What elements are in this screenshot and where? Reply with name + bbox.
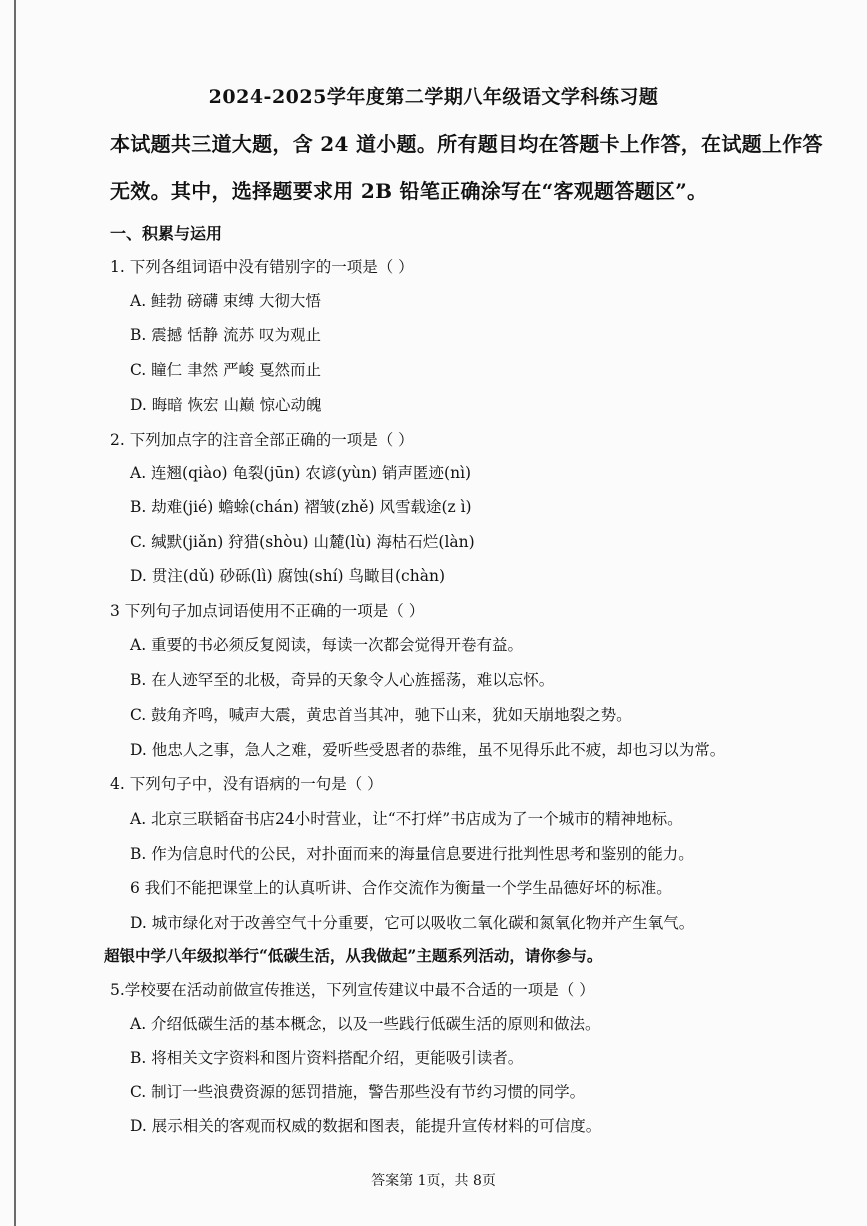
activity-intro: 超银中学八年级拟举行“低碳生活，从我做起”主题系列活动，请你参与。: [104, 946, 603, 965]
question-1-option-d: D. 晦暗 恢宏 山巅 惊心动魄: [130, 396, 322, 414]
page-title: 2024-2025学年度第二学期八年级语文学科练习题: [208, 86, 659, 108]
question-5-option-b: B. 将相关文字资料和图片资料搭配介绍，更能吸引读者。: [130, 1049, 524, 1067]
binding-margin-line: [14, 0, 16, 1226]
question-4-option-d: D. 城市绿化对于改善空气十分重要，它可以吸收二氧化碳和氮氧化物并产生氧气。: [130, 914, 695, 932]
question-5-stem: 5.学校要在活动前做宣传推送，下列宣传建议中最不合适的一项是（ ）: [110, 981, 595, 999]
instructions-line-1: 本试题共三道大题，含 24 道小题。所有题目均在答题卡上作答，在试题上作答: [110, 132, 823, 156]
question-3-option-a: A. 重要的书必须反复阅读，每读一次都会觉得开卷有益。: [130, 636, 524, 654]
question-2-option-a: A. 连翘(qiào) 龟裂(jūn) 农谚(yùn) 销声匿迹(nì): [130, 464, 472, 482]
question-4-stem: 4. 下列句子中，没有语病的一句是（ ）: [110, 775, 383, 793]
instructions-line-2: 无效。其中，选择题要求用 2B 铅笔正确涂写在“客观题答题区”。: [110, 179, 708, 203]
question-2-option-b: B. 劫难(jié) 蟾蜍(chán) 褶皱(zhě) 风雪载途(z ì): [130, 498, 472, 516]
question-3-option-d: D. 他忠人之事，急人之难，爱听些受恩者的恭维，虽不见得乐此不疲，却也习以为常。: [130, 741, 726, 759]
question-1-option-b: B. 震撼 恬静 流苏 叹为观止: [130, 326, 322, 344]
question-5-option-a: A. 介绍低碳生活的基本概念，以及一些践行低碳生活的原则和做法。: [130, 1015, 601, 1033]
section-heading-accumulation: 一、积累与运用: [110, 224, 223, 243]
question-4-option-b: B. 作为信息时代的公民，对扑面而来的海量信息要进行批判性思考和鉴别的能力。: [130, 845, 694, 863]
page-footer: 答案第 1页，共 8页: [371, 1173, 496, 1189]
question-4-option-c: 6 我们不能把课堂上的认真听讲、合作交流作为衡量一个学生品德好坏的标准。: [130, 879, 672, 897]
question-5-option-c: C. 制订一些浪费资源的惩罚措施，警告那些没有节约习惯的同学。: [130, 1083, 586, 1101]
question-3-option-b: B. 在人迹罕至的北极，奇异的天象令人心旌摇荡，难以忘怀。: [130, 671, 555, 689]
question-3-option-c: C. 鼓角齐鸣，喊声大震，黄忠首当其冲，驰下山来，犹如天崩地裂之势。: [130, 706, 632, 724]
question-1-stem: 1. 下列各组词语中没有错别字的一项是（ ）: [110, 258, 414, 276]
question-2-stem: 2. 下列加点字的注音全部正确的一项是（ ）: [110, 431, 414, 449]
question-2-option-d: D. 贯注(dǔ) 砂砾(lì) 腐蚀(shí) 鸟瞰目(chàn): [130, 567, 445, 585]
question-4-option-a: A. 北京三联韬奋书店24小时营业，让“不打烊”书店成为了一个城市的精神地标。: [130, 810, 683, 828]
question-3-stem: 3 下列句子加点词语使用不正确的一项是（ ）: [110, 602, 425, 620]
question-5-option-d: D. 展示相关的客观而权威的数据和图表，能提升宣传材料的可信度。: [130, 1117, 602, 1135]
question-2-option-c: C. 缄默(jiǎn) 狩猎(shòu) 山麓(lù) 海枯石烂(làn): [130, 533, 475, 551]
question-1-option-a: A. 鲑勃 磅礴 束缚 大彻大悟: [130, 292, 321, 310]
question-1-option-c: C. 瞳仁 聿然 严峻 戛然而止: [130, 361, 321, 379]
